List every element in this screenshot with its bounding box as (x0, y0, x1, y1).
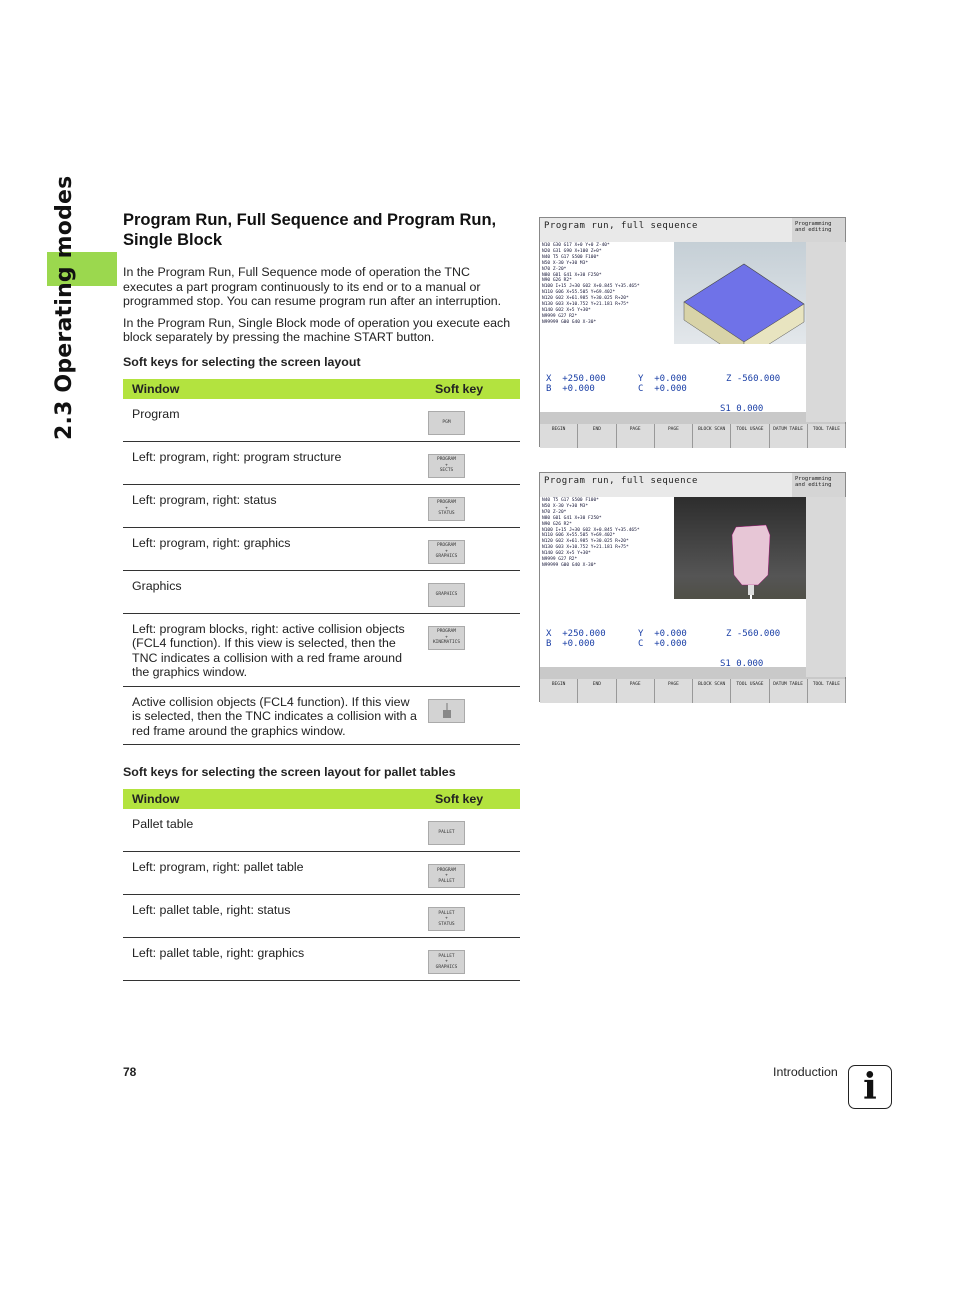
position-display (540, 344, 806, 412)
axis-c: C +0.000 (638, 639, 687, 649)
softkey-button[interactable] (428, 626, 465, 650)
softkey-label: + (445, 634, 448, 640)
softkey-label: GRAPHICS (435, 554, 458, 560)
axis-c: C +0.000 (638, 384, 687, 394)
softkey-button[interactable] (428, 497, 465, 521)
softkey-button[interactable] (428, 540, 465, 564)
window-description: Left: program blocks, right: active collision objects (FCL4 function). If this view is selected, then the TNC indicates a collision with a red frame around the graphics window. (123, 613, 426, 686)
softkey-label: KINEMATICS (432, 640, 461, 646)
softkey-label: PGM (442, 419, 451, 425)
table-row (123, 613, 520, 686)
softkey-label: + (445, 959, 448, 965)
axis-b: B +0.000 (546, 384, 595, 394)
section-heading: Program Run, Full Sequence and Program Run, Single Block (123, 211, 497, 249)
screen-title: Program run, full sequence (540, 473, 792, 497)
softkey-label: PROGRAM (437, 543, 456, 549)
softkey-button[interactable] (428, 864, 465, 888)
axis-z: Z -560.000 (726, 374, 781, 384)
softkey-label: PALLET (438, 878, 455, 884)
sk-page-up: PAGE (617, 679, 655, 703)
softkey-cell (426, 686, 520, 745)
sk-tool-usage: TOOL USAGE (731, 424, 769, 448)
table1-caption: Soft keys for selecting the screen layout (123, 354, 361, 369)
softkey-button[interactable] (428, 699, 465, 723)
softkey-button[interactable] (428, 411, 465, 435)
bottom-softkey-row (540, 679, 846, 703)
sk-end: END (578, 679, 616, 703)
col-window: Window (123, 379, 426, 399)
softkey-label: PROGRAM (437, 500, 456, 506)
page-number: 78 (123, 1065, 137, 1079)
axis-z: Z -560.000 (726, 629, 781, 639)
bottom-softkey-row (540, 424, 846, 448)
tnc-screenshot-kinematics (539, 472, 846, 702)
spindle-display: S1 0.000 (720, 659, 764, 669)
softkey-label: PALLET (438, 830, 455, 836)
position-display (540, 599, 806, 667)
paragraph-2: In the Program Run, Single Block mode of operation you execute each block separately by pressing the machine START button. (123, 315, 511, 344)
col-window: Window (123, 789, 426, 809)
table-row (123, 441, 520, 484)
softkey-label: + (445, 462, 448, 468)
softkey-label: PROGRAM (437, 629, 456, 635)
section-name: Introduction (773, 1065, 838, 1079)
sk-end: END (578, 424, 616, 448)
softkey-cell (426, 895, 520, 938)
softkey-button[interactable] (428, 583, 465, 607)
side-chapter-title: 2.3 Operating modes (52, 175, 77, 440)
info-icon: i (848, 1065, 892, 1109)
softkey-cell (426, 938, 520, 981)
softkey-cell (426, 570, 520, 613)
layout-softkey-table (123, 379, 520, 746)
right-softkey-column (806, 242, 846, 422)
sk-page-down: PAGE (655, 679, 693, 703)
screen-mode: Programming and editing (792, 473, 845, 497)
axis-y: Y +0.000 (638, 629, 687, 639)
table-row (123, 895, 520, 938)
sk-begin: BEGIN (540, 679, 578, 703)
window-description: Graphics (123, 570, 426, 613)
softkey-label: STATUS (438, 921, 455, 927)
window-description: Left: pallet table, right: graphics (123, 938, 426, 981)
softkey-button[interactable] (428, 950, 465, 974)
sk-page-up: PAGE (617, 424, 655, 448)
pallet-softkey-table (123, 789, 520, 981)
softkey-button[interactable] (428, 907, 465, 931)
table2-caption: Soft keys for selecting the screen layout for pallet tables (123, 765, 456, 779)
table-row (123, 809, 520, 852)
softkey-cell (426, 399, 520, 442)
softkey-button[interactable] (428, 454, 465, 478)
softkey-label: PALLET (438, 953, 455, 959)
paragraph-1: In the Program Run, Full Sequence mode of operation the TNC executes a part program continuously to its end or to a manual or programmed stop. You can resume program run after an interruption. (123, 265, 502, 308)
program-listing: N10 G30 G17 X+0 Y+0 Z-40* N20 G31 G90 X+100 Z+0* N40 T5 G17 S500 F100* N50 X-30 Y+30 M3* N70 Z-20* N80 G01 G41 X+30 F250* N90 G26 R2* N100 I+15 J+30 G02 X+0.845 Y+35.465* N110 G06 X+55.505 Y+69.402* N120 G02 X+61.985 Y+30.025 R+20* N130 G03 X+10.752 Y+21.181 R+75* N140 G02 X+5 Y+30* N9999 G27 R2* N99999 G00 G40 X-30* (540, 242, 674, 344)
sk-tool-usage: TOOL USAGE (731, 679, 769, 703)
col-softkey: Soft key (426, 379, 520, 399)
sk-tool-table: TOOL TABLE (808, 679, 846, 703)
softkey-label: GRAPHICS (435, 964, 458, 970)
sk-page-down: PAGE (655, 424, 693, 448)
softkey-label: PROGRAM (437, 867, 456, 873)
col-softkey: Soft key (426, 789, 520, 809)
softkey-cell (426, 852, 520, 895)
softkey-cell (426, 809, 520, 852)
table-row (123, 686, 520, 745)
table-row (123, 484, 520, 527)
main-content (123, 210, 521, 981)
softkey-label: PALLET (438, 910, 455, 916)
table-row (123, 570, 520, 613)
table-row (123, 938, 520, 981)
softkey-label: + (445, 548, 448, 554)
axis-x: X +250.000 (546, 374, 606, 384)
softkey-label: PROGRAM (437, 457, 456, 463)
softkey-label: SECTS (439, 468, 454, 474)
sk-block-scan: BLOCK SCAN (693, 424, 731, 448)
axis-b: B +0.000 (546, 639, 595, 649)
collision-icon (441, 702, 453, 720)
sk-block-scan: BLOCK SCAN (693, 679, 731, 703)
screen-mode: Programming and editing (792, 218, 845, 242)
softkey-cell (426, 484, 520, 527)
table-row (123, 399, 520, 442)
tnc-screenshot-program-structure (539, 217, 846, 447)
axis-y: Y +0.000 (638, 374, 687, 384)
sk-tool-table: TOOL TABLE (808, 424, 846, 448)
window-description: Program (123, 399, 426, 442)
sk-begin: BEGIN (540, 424, 578, 448)
softkey-cell (426, 441, 520, 484)
softkey-cell (426, 613, 520, 686)
window-description: Left: program, right: pallet table (123, 852, 426, 895)
table-row (123, 527, 520, 570)
spindle-display: S1 0.000 (720, 404, 764, 414)
screen-title: Program run, full sequence (540, 218, 792, 242)
table-row (123, 852, 520, 895)
sk-datum-table: DATUM TABLE (770, 424, 808, 448)
window-description: Left: program, right: graphics (123, 527, 426, 570)
softkey-label: GRAPHICS (435, 591, 458, 597)
softkey-cell (426, 527, 520, 570)
window-description: Left: program, right: program structure (123, 441, 426, 484)
softkey-label: + (445, 505, 448, 511)
window-description: Left: pallet table, right: status (123, 895, 426, 938)
softkey-label: + (445, 873, 448, 879)
softkey-label: STATUS (438, 511, 455, 517)
axis-x: X +250.000 (546, 629, 606, 639)
window-description: Pallet table (123, 809, 426, 852)
right-softkey-column (806, 497, 846, 677)
sk-datum-table: DATUM TABLE (770, 679, 808, 703)
window-description: Left: program, right: status (123, 484, 426, 527)
window-description: Active collision objects (FCL4 function). If this view is selected, then the TNC indicates a collision with a red frame around the graphics window. (123, 686, 426, 745)
softkey-label: + (445, 916, 448, 922)
program-listing: N40 T5 G17 S500 F100* N50 X-30 Y+30 M3* N70 Z-20* N80 G01 G41 X+30 F250* N90 G26 R2* N100 I+15 J+30 G02 X+0.845 Y+35.465* N110 G06 X+55.505 Y+69.402* N120 G02 X+61.985 Y+30.025 R+20* N130 G03 X+10.752 Y+21.181 R+75* N140 G02 X+5 Y+30* N9999 G27 R2* N99999 G00 G40 X-30* (540, 497, 674, 599)
softkey-button[interactable] (428, 821, 465, 845)
